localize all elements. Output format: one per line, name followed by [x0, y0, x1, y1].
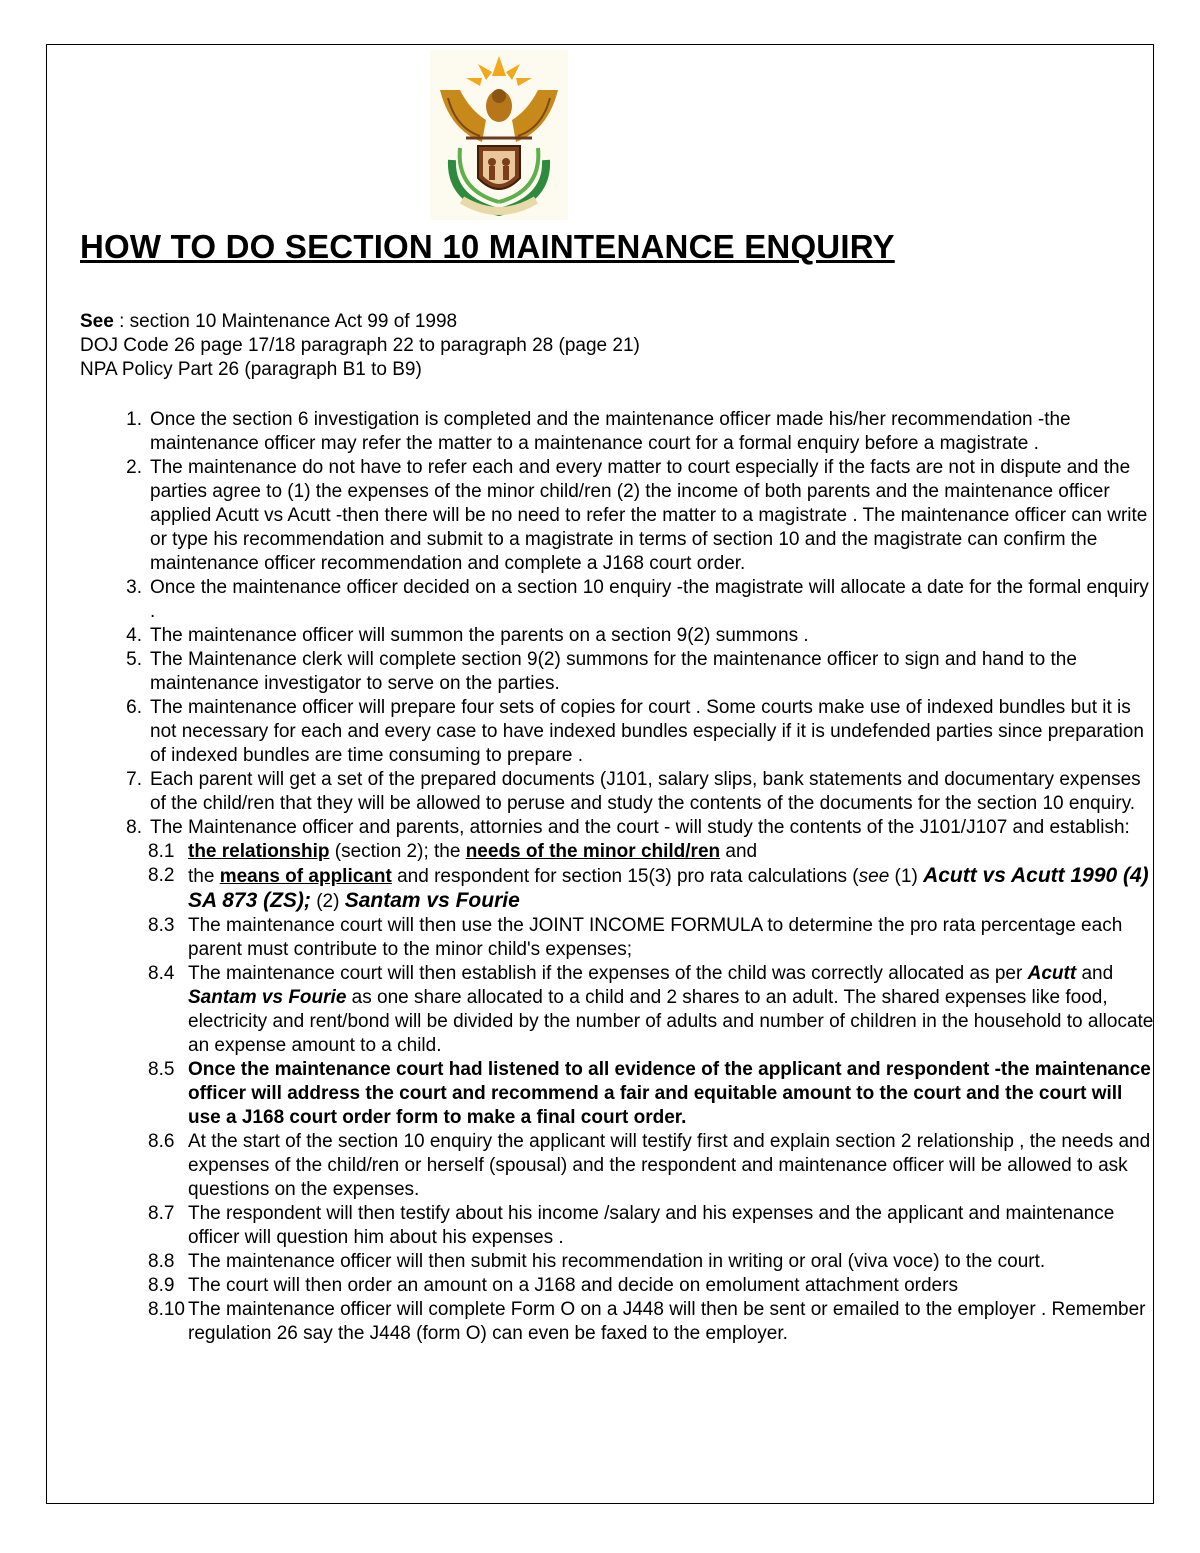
- sub-number: 8.10: [148, 1299, 185, 1320]
- list-item: [110, 408, 1155, 456]
- sub-number: 8.3: [148, 915, 175, 936]
- sub-number: 8.5: [148, 1059, 175, 1080]
- sub-text: At the start of the section 10 enquiry the applicant will testify first and explain section 2 relationship , the needs and expenses of the child/ren or herself (spousal) and the respondent and maintenance officer will be allowed to ask questions on the expenses.: [188, 1131, 1151, 1200]
- sub-text: The maintenance court will then use the JOINT INCOME FORMULA to determine the pro rata percentage each parent must contribute to the minor child's expenses;: [188, 915, 1123, 960]
- item-number: 4.: [126, 625, 142, 646]
- list-item: [110, 576, 1155, 624]
- sub-text: (2): [310, 891, 345, 912]
- coat-of-arms-logo: [430, 50, 568, 220]
- list-item: [110, 624, 1155, 648]
- item-number: 1.: [126, 409, 142, 430]
- list-item: [110, 456, 1155, 576]
- see-italic: see: [858, 866, 890, 887]
- sub-text: the: [188, 866, 220, 887]
- list-item: [110, 768, 1155, 816]
- sub-item-8-10: [110, 1298, 1155, 1346]
- case-citation: Acutt: [1027, 963, 1077, 984]
- item-text: The Maintenance officer and parents, attornies and the court - will study the contents of the J101/J107 and establish:: [150, 817, 1130, 838]
- see-label: See: [80, 311, 114, 332]
- sub-text: The maintenance officer will complete Form O on a J448 will then be sent or emailed to the employer . Remember regulation 26 say the J448 (form O) can even be faxed to the employer.: [188, 1299, 1146, 1344]
- sub-number: 8.1: [148, 841, 175, 862]
- item-number: 8.: [126, 817, 142, 838]
- item-text: The maintenance officer will summon the parents on a section 9(2) summons .: [150, 625, 809, 646]
- sub-text: as one share allocated to a child and 2 shares to an adult. The shared expenses like food, electricity and rent/bond will be divided by the number of adults and number of children in the household to allocate an expense amount to a child.: [188, 987, 1154, 1056]
- item-number: 3.: [126, 577, 142, 598]
- case-citation: Acutt vs Acutt 1990 (4) SA 873 (ZS);: [188, 864, 1149, 912]
- item-number: 7.: [126, 769, 142, 790]
- case-citation: Santam vs Fourie: [188, 987, 347, 1008]
- list-item: [110, 816, 1155, 840]
- sub-text: The respondent will then testify about his income /salary and his expenses and the applicant and maintenance officer will question him about his expenses .: [188, 1203, 1115, 1248]
- sub-item-8-4: [110, 962, 1155, 1058]
- reference-line: DOJ Code 26 page 17/18 paragraph 22 to paragraph 28 (page 21): [80, 335, 640, 356]
- sub-number: 8.8: [148, 1251, 175, 1272]
- document-title: HOW TO DO SECTION 10 MAINTENANCE ENQUIRY: [80, 228, 895, 265]
- item-number: 5.: [126, 649, 142, 670]
- reference-text: : section 10 Maintenance Act 99 of 1998: [113, 311, 458, 332]
- sub-text: (section 2); the: [329, 841, 466, 862]
- underlined-term: means of applicant: [219, 866, 392, 887]
- sub-item-8-7: [110, 1202, 1155, 1250]
- sub-text: (1): [889, 866, 924, 887]
- reference-line: NPA Policy Part 26 (paragraph B1 to B9): [80, 359, 422, 380]
- item-text: The maintenance officer will prepare four sets of copies for court . Some courts make use of indexed bundles but it is not necessary for each and every case to have indexed bundles especially if it is undefended parties since preparation of indexed bundles are time consuming to prepare .: [150, 697, 1144, 766]
- sub-text: Once the maintenance court had listened to all evidence of the applicant and respondent -the maintenance officer will address the court and recommend a fair and equitable amount to the court and the court will use a J168 court order form to make a final court order.: [188, 1059, 1151, 1128]
- sub-number: 8.6: [148, 1131, 175, 1152]
- sub-item-8-2: [110, 864, 1155, 914]
- underlined-term: needs of the minor child/ren: [465, 841, 721, 862]
- item-number: 2.: [126, 457, 142, 478]
- references-block: [80, 310, 640, 382]
- sub-text: and: [1076, 963, 1114, 984]
- item-text: The maintenance do not have to refer each and every matter to court especially if the facts are not in dispute and the parties agree to (1) the expenses of the minor child/ren (2) the income of both parents and the maintenance officer applied Acutt vs Acutt -then there will be no need to refer the matter to a magistrate . The maintenance officer can write or type his recommendation and submit to a magistrate in terms of section 10 and the magistrate can confirm the maintenance officer recommendation and complete a J168 court order.: [150, 457, 1148, 574]
- sub-text: The maintenance court will then establish if the expenses of the child was correctly allocated as per: [188, 963, 1028, 984]
- sub-item-8-8: [110, 1250, 1155, 1274]
- item-text: Each parent will get a set of the prepared documents (J101, salary slips, bank statements and documentary expenses of the child/ren that they will be allowed to peruse and study the contents of the documents for the section 10 enquiry.: [150, 769, 1141, 814]
- item-text: The Maintenance clerk will complete section 9(2) summons for the maintenance officer to sign and hand to the maintenance investigator to serve on the parties.: [150, 649, 1077, 694]
- case-citation: Santam vs Fourie: [344, 889, 520, 912]
- list-item: [110, 648, 1155, 696]
- sub-text: and: [720, 841, 758, 862]
- sub-item-8-6: [110, 1130, 1155, 1202]
- sub-item-8-3: [110, 914, 1155, 962]
- sub-item-8-5: [110, 1058, 1155, 1130]
- sub-text: and respondent for section 15(3) pro rata calculations (: [391, 866, 859, 887]
- sub-number: 8.7: [148, 1203, 175, 1224]
- sub-item-8-1: [110, 840, 1155, 864]
- item-number: 6.: [126, 697, 142, 718]
- sub-number: 8.9: [148, 1275, 175, 1296]
- item-text: Once the maintenance officer decided on a section 10 enquiry -the magistrate will allocate a date for the formal enquiry .: [150, 577, 1149, 622]
- list-item: [110, 696, 1155, 768]
- procedure-list: [110, 408, 1155, 1346]
- underlined-term: the relationship: [188, 841, 330, 862]
- sub-number: 8.2: [148, 865, 175, 886]
- sub-item-8-9: [110, 1274, 1155, 1298]
- item-text: Once the section 6 investigation is completed and the maintenance officer made his/her recommendation -the maintenance officer may refer the matter to a maintenance court for a formal enquiry before a magistrate .: [150, 409, 1071, 454]
- sub-text: The court will then order an amount on a J168 and decide on emolument attachment orders: [188, 1275, 958, 1296]
- sub-number: 8.4: [148, 963, 175, 984]
- sub-text: The maintenance officer will then submit his recommendation in writing or oral (viva voce) to the court.: [188, 1251, 1046, 1272]
- reference-line: [80, 310, 640, 334]
